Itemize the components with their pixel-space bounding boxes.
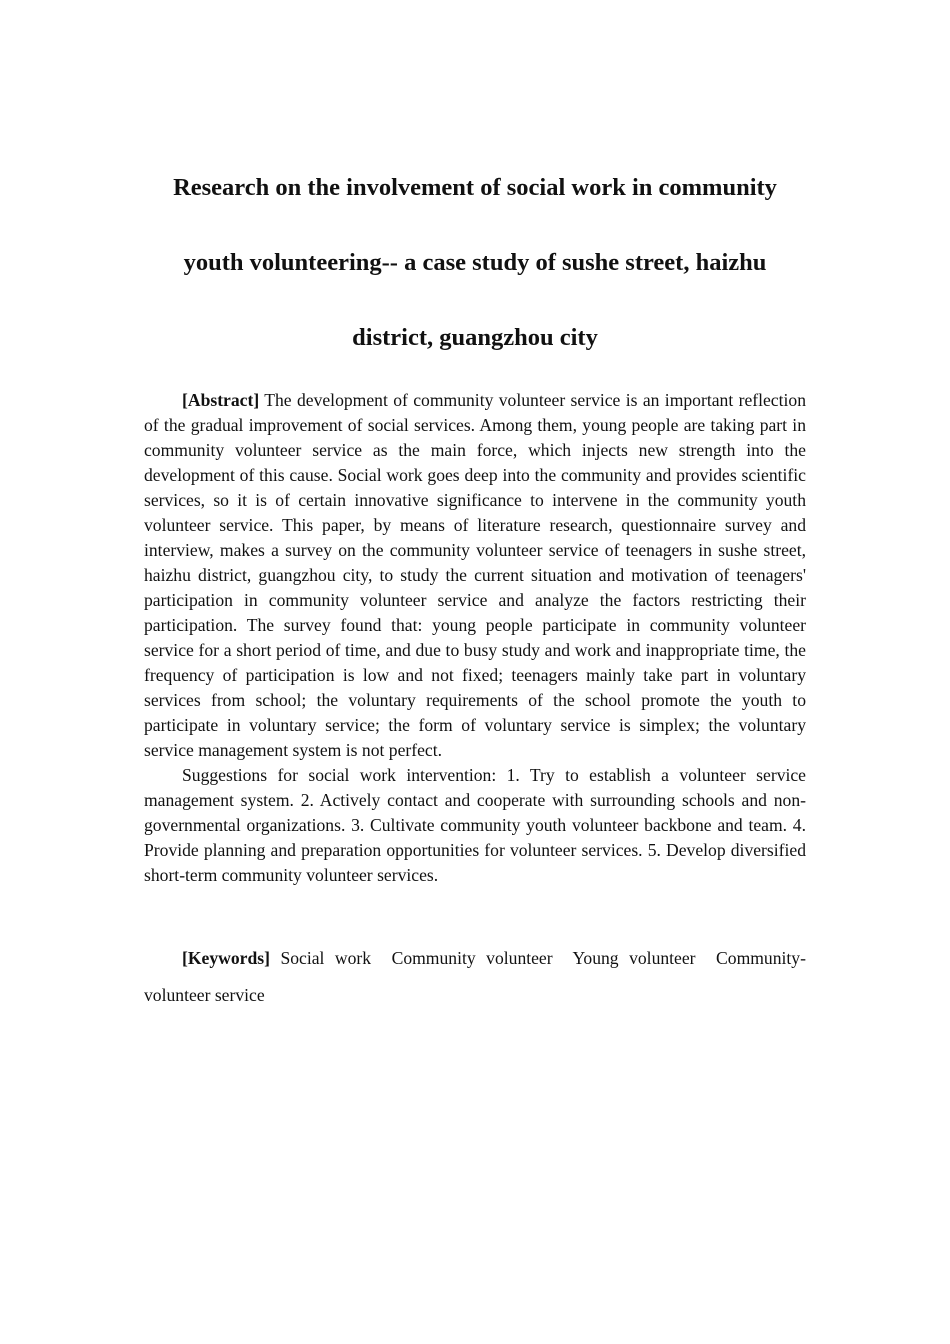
keyword-item: Community volunteer <box>391 948 553 968</box>
keywords-label: [Keywords] <box>182 948 270 968</box>
abstract-paragraph-2 <box>144 763 806 888</box>
title-line-1: Research on the involvement of social work in community <box>173 174 777 201</box>
keyword-item: Social work <box>280 948 372 968</box>
paper-title <box>100 150 850 375</box>
abstract-paragraph-1 <box>144 388 806 763</box>
title-line-3: district, guangzhou city <box>352 324 598 351</box>
abstract-label: [Abstract] <box>182 390 260 410</box>
keyword-item: Young volunteer <box>572 948 696 968</box>
keywords-section <box>144 940 806 1014</box>
title-line-2: youth volunteering-- a case study of sushe street, haizhu <box>183 249 767 276</box>
abstract-section <box>144 388 806 888</box>
keyword-item: Community-volunteer service <box>144 948 806 1005</box>
abstract-body-1: The development of community volunteer service is an important reflection of the gradual improvement of social services. Among them, young people are taking part in community volunteer service as the main force, which injects new strength into the development of this cause. Social work goes deep into the community and provides scientific services, so it is of certain innovative significance to intervene in the community youth volunteer service. This paper, by means of literature research, questionnaire survey and interview, makes a survey on the community volunteer service of teenagers in sushe street, haizhu district, guangzhou city, to study the current situation and motivation of teenagers' participation in community volunteer service and analyze the factors restricting their participation. The survey found that: young people participate in community volunteer service for a short period of time, and due to busy study and work and inappropriate time, the frequency of participation is low and not fixed; teenagers mainly take part in voluntary services from school; the voluntary requirements of the school promote the youth to participate in voluntary service; the form of voluntary service is simplex; the voluntary service management system is not perfect. <box>144 390 806 760</box>
abstract-body-2: Suggestions for social work intervention: 1. Try to establish a volunteer service management system. 2. Actively contact and cooperate with surrounding schools and non-governmental organizations. 3. Cultivate community youth volunteer backbone and team. 4. Provide planning and preparation opportunities for volunteer services. 5. Develop diversified short-term community volunteer services. <box>144 765 806 885</box>
